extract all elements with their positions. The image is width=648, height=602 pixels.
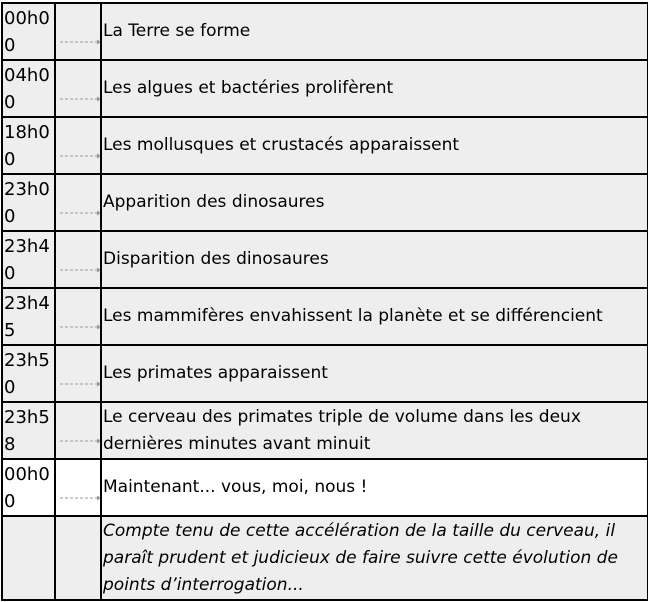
time-cell: 23h00 — [2, 174, 55, 231]
event-cell: La Terre se forme — [101, 3, 648, 60]
time-cell: 23h40 — [2, 231, 55, 288]
time-cell: 23h45 — [2, 288, 55, 345]
arrow-cell — [55, 345, 101, 402]
event-cell: Les mammifères envahissent la planète et se différencient — [101, 288, 648, 345]
event-cell: Disparition des dinosaures — [101, 231, 648, 288]
dashed-arrow-icon — [60, 153, 101, 159]
empty-time-cell — [2, 516, 55, 600]
arrow-cell — [55, 288, 101, 345]
dashed-arrow-icon — [60, 96, 101, 102]
event-cell: Les mollusques et crustacés apparaissent — [101, 117, 648, 174]
event-cell: Le cerveau des primates triple de volume dans les deux dernières minutes avant minuit — [101, 402, 648, 459]
table-row — [2, 117, 648, 174]
dashed-arrow-icon — [60, 495, 101, 501]
dashed-arrow-icon — [60, 210, 101, 216]
table-row — [2, 345, 648, 402]
time-cell: 18h00 — [2, 117, 55, 174]
arrow-cell — [55, 117, 101, 174]
table-row — [2, 174, 648, 231]
dashed-arrow-icon — [60, 267, 101, 273]
timeline-table — [1, 2, 648, 601]
time-cell: 23h50 — [2, 345, 55, 402]
table-row — [2, 60, 648, 117]
event-cell: Les algues et bactéries prolifèrent — [101, 60, 648, 117]
dashed-arrow-icon — [60, 39, 101, 45]
arrow-cell — [55, 174, 101, 231]
arrow-cell — [55, 402, 101, 459]
dashed-arrow-icon — [60, 381, 101, 387]
time-cell: 00h00 — [2, 459, 55, 516]
table-row-note — [2, 516, 648, 600]
time-cell: 00h00 — [2, 3, 55, 60]
arrow-cell — [55, 459, 101, 516]
table-row-current — [2, 459, 648, 516]
arrow-cell — [55, 3, 101, 60]
arrow-cell — [55, 231, 101, 288]
time-cell: 23h58 — [2, 402, 55, 459]
table-row — [2, 402, 648, 459]
event-cell: Maintenant... vous, moi, nous ! — [101, 459, 648, 516]
arrow-cell — [55, 60, 101, 117]
table-row — [2, 231, 648, 288]
table-row — [2, 288, 648, 345]
time-cell: 04h00 — [2, 60, 55, 117]
note-cell: Compte tenu de cette accélération de la taille du cerveau, il paraît prudent et judicieux de faire suivre cette évolution de points d’interrogation... — [101, 516, 648, 600]
event-cell: Apparition des dinosaures — [101, 174, 648, 231]
table-row — [2, 3, 648, 60]
dashed-arrow-icon — [60, 438, 101, 444]
empty-arrow-cell — [55, 516, 101, 600]
dashed-arrow-icon — [60, 324, 101, 330]
event-cell: Les primates apparaissent — [101, 345, 648, 402]
